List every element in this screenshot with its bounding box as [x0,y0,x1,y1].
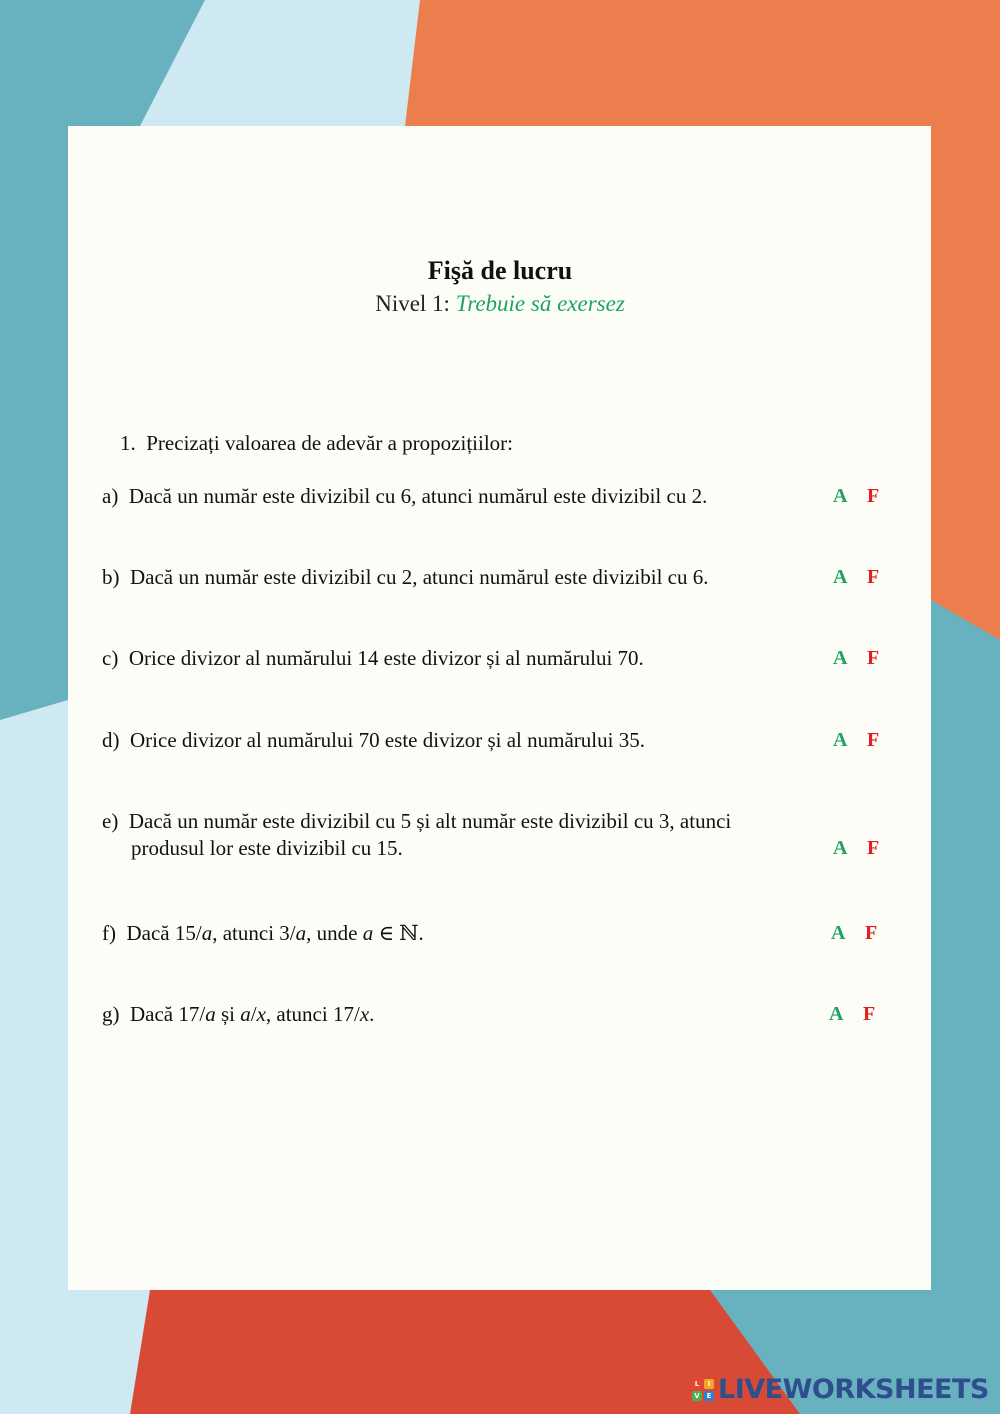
text-fragment: . [369,1002,375,1026]
instruction-number: 1. [120,431,136,455]
item-text: Dacă un număr este divizibil cu 5 și alt număr este divizibil cu 3, atunci [128,809,732,833]
level-tag: Trebuie să exersez [455,291,625,316]
variable-x: x [256,1002,266,1026]
text-fragment: , atunci 17/ [265,1002,360,1026]
item-letter: a) [102,484,119,508]
item-text: Dacă un număr este divizibil cu 6, atunci numărul este divizibil cu 2. [128,484,708,508]
item-e-continuation: produsul lor este divizibil cu 15. [131,836,403,860]
instruction [120,430,513,457]
item-letter: e) [102,809,119,833]
item-letter: c) [102,646,119,670]
answer-false-button[interactable]: F [863,1003,876,1025]
instruction-text: Precizați valoarea de adevăr a propozițiilor: [146,431,513,455]
item-letter: d) [102,728,120,752]
item-letter: f) [102,921,116,945]
item-g [102,1001,374,1028]
item-text: Orice divizor al numărului 14 este divizor și al numărului 70. [128,646,644,670]
worksheet-subtitle [0,291,1000,317]
item-c [102,645,644,672]
variable-x: x [359,1002,370,1026]
item-a [102,483,707,510]
item-d [102,727,645,754]
answer-true-button[interactable]: A [833,729,848,751]
level-label: Nivel 1: [375,291,450,316]
answer-false-button[interactable]: F [867,647,880,669]
variable-a: a [362,921,374,945]
text-fragment: / [250,1002,257,1026]
logo-tile: I [704,1379,714,1389]
item-letter: g) [102,1002,120,1026]
answer-true-button[interactable]: A [833,837,848,859]
item-letter: b) [102,565,120,589]
answer-false-button[interactable]: F [867,485,880,507]
item-text: Dacă un număr este divizibil cu 2, atunci numărul este divizibil cu 6. [130,565,709,589]
item-e [102,808,731,835]
text-fragment: Dacă 15/ [126,921,202,945]
variable-a: a [295,921,307,945]
variable-a: a [201,921,213,945]
item-text [127,921,424,945]
logo-tile: L [692,1379,702,1389]
text-fragment: ∈ ℕ. [373,921,424,945]
logo-tile: V [692,1391,702,1401]
item-text: Orice divizor al numărului 70 este divizor și al numărului 35. [130,728,645,752]
liveworksheets-wordmark: LIVEWORKSHEETS [718,1374,989,1405]
worksheet-title: Fişă de lucru [427,256,573,285]
item-f [102,920,424,947]
answer-false-button[interactable]: F [865,922,878,944]
text-fragment: , unde [306,921,363,945]
text-fragment: și [215,1002,241,1026]
answer-false-button[interactable]: F [867,729,880,751]
answer-true-button[interactable]: A [833,485,848,507]
liveworksheets-logo-icon [692,1379,714,1401]
answer-true-button[interactable]: A [833,566,848,588]
variable-a: a [240,1002,251,1026]
text-fragment: Dacă 17/ [130,1002,206,1026]
variable-a: a [205,1002,216,1026]
item-text [130,1002,374,1026]
answer-true-button[interactable]: A [829,1003,844,1025]
item-b [102,564,709,591]
answer-false-button[interactable]: F [867,837,880,859]
answer-true-button[interactable]: A [831,922,846,944]
answer-true-button[interactable]: A [833,647,848,669]
logo-tile: E [704,1391,714,1401]
answer-false-button[interactable]: F [867,566,880,588]
liveworksheets-branding[interactable] [692,1374,989,1405]
text-fragment: , atunci 3/ [212,921,296,945]
